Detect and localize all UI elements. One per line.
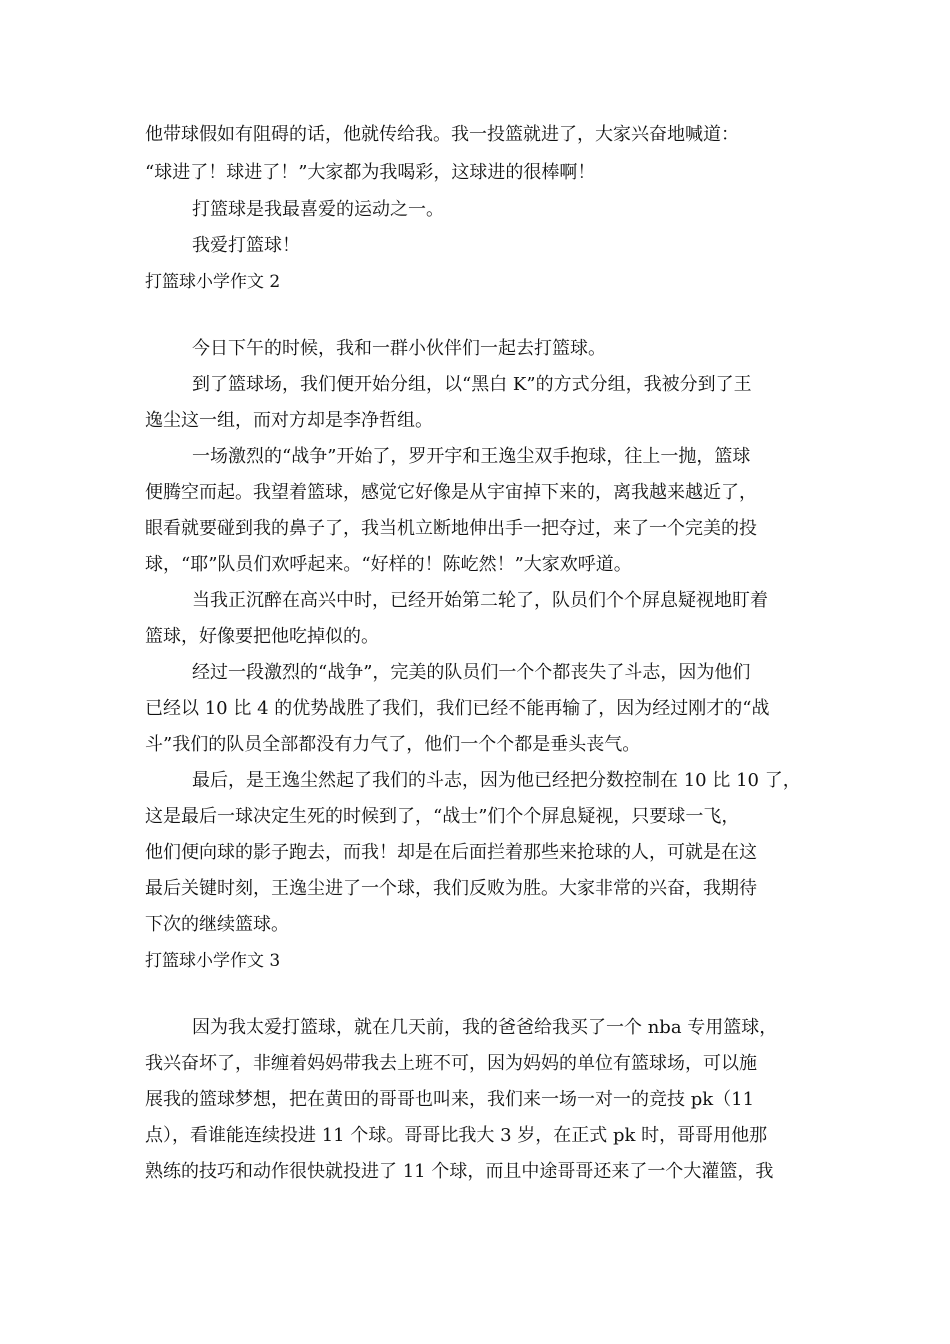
- text-line: 最后关键时刻，王逸尘进了一个球，我们反败为胜。大家非常的兴奋，我期待: [145, 878, 757, 899]
- text-line: 便腾空而起。我望着篮球，感觉它好像是从宇宙掉下来的，离我越来越近了，: [145, 482, 757, 503]
- text-line: 当我正沉醉在高兴中时，已经开始第二轮了，队员们个个屏息疑视地盯着: [192, 590, 768, 611]
- text-line: 经过一段激烈的“战争”，完美的队员们一个个都丧失了斗志，因为他们: [192, 662, 751, 683]
- section-heading: 打篮球小学作文 3: [145, 951, 281, 971]
- text-line: 斗”我们的队员全部都没有力气了，他们一个个都是垂头丧气。: [145, 734, 641, 755]
- section-heading: 打篮球小学作文 2: [145, 272, 281, 292]
- text-line: 逸尘这一组，而对方却是李净哲组。: [145, 410, 433, 431]
- text-line: “球进了！球进了！”大家都为我喝彩，这球进的很棒啊！: [145, 162, 596, 183]
- text-line: 篮球，好像要把他吃掉似的。: [145, 626, 379, 647]
- text-line: 眼看就要碰到我的鼻子了，我当机立断地伸出手一把夺过，来了一个完美的投: [145, 518, 757, 539]
- text-line: 这是最后一球决定生死的时候到了，“战士”们个个屏息疑视，只要球一飞，: [145, 806, 740, 827]
- text-line: 打篮球是我最喜爱的运动之一。: [192, 199, 444, 220]
- text-line: 他们便向球的影子跑去，而我！却是在后面拦着那些来抢球的人，可就是在这: [145, 842, 757, 863]
- text-line: 最后，是王逸尘然起了我们的斗志，因为他已经把分数控制在 10 比 10 了，: [192, 770, 801, 791]
- text-line: 到了篮球场，我们便开始分组，以“黑白 K”的方式分组，我被分到了王: [192, 374, 752, 395]
- text-line: 点），看谁能连续投进 11 个球。哥哥比我大 3 岁，在正式 pk 时，哥哥用他那: [145, 1125, 768, 1146]
- text-line: 我兴奋坏了，非缠着妈妈带我去上班不可，因为妈妈的单位有篮球场，可以施: [145, 1053, 757, 1074]
- text-line: 我爱打篮球！: [192, 235, 300, 256]
- text-line: 已经以 10 比 4 的优势战胜了我们，我们已经不能再输了，因为经过刚才的“战: [145, 698, 770, 719]
- text-line: 一场激烈的“战争”开始了，罗开宇和王逸尘双手抱球，往上一抛，篮球: [192, 446, 751, 467]
- text-line: 今日下午的时候，我和一群小伙伴们一起去打篮球。: [192, 338, 606, 359]
- text-line: 下次的继续篮球。: [145, 914, 289, 935]
- text-line: 熟练的技巧和动作很快就投进了 11 个球，而且中途哥哥还来了一个大灌篮，我: [145, 1161, 774, 1182]
- text-line: 他带球假如有阻碍的话，他就传给我。我一投篮就进了，大家兴奋地喊道：: [145, 124, 739, 145]
- text-line: 展我的篮球梦想，把在黄田的哥哥也叫来，我们来一场一对一的竞技 pk（11: [145, 1089, 755, 1110]
- text-line: 球，“耶”队员们欢呼起来。“好样的！陈屹然！”大家欢呼道。: [145, 554, 632, 575]
- text-line: 因为我太爱打篮球，就在几天前，我的爸爸给我买了一个 nba 专用篮球，: [192, 1017, 778, 1038]
